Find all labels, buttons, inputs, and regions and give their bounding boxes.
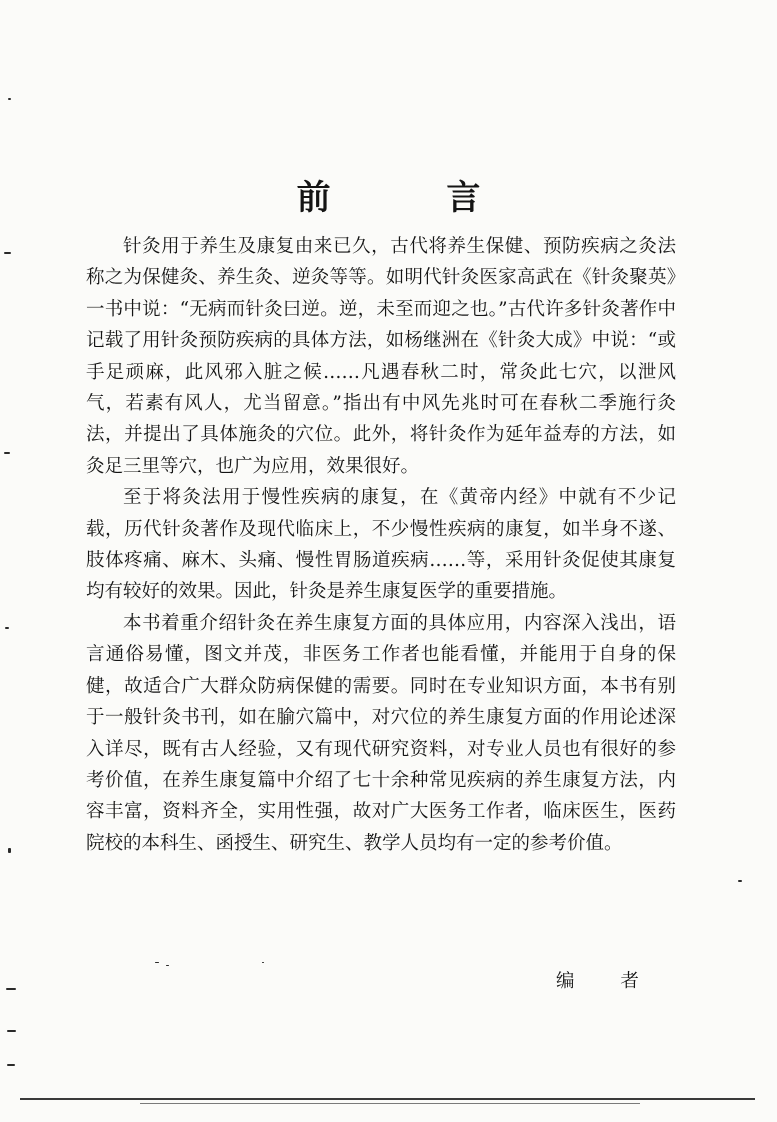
scan-speck xyxy=(6,988,16,990)
preface-paragraph-2: 至于将灸法用于慢性疾病的康复，在《黄帝内经》中就有不少记载，历代针灸著作及现代临床上，不少慢性疾病的康复，如半身不遂、肢体疼痛、麻木、头痛、慢性胃肠道疾病……等，采用针灸促使其康复均有较好的效果。因此，针灸是养生康复医学的重要措施。 xyxy=(86,487,676,603)
page-bottom-rule-shadow xyxy=(140,1103,640,1104)
author-signature: 编 者 xyxy=(556,971,659,992)
page-title: 前 言 xyxy=(296,178,533,218)
scan-speck xyxy=(155,962,159,963)
scan-speck xyxy=(8,98,11,100)
preface-paragraph-1: 针灸用于养生及康复由来已久，古代将养生保健、预防疾病之灸法称之为保健灸、养生灸、逆灸等等。如明代针灸医家高武在《针灸聚英》一书中说：“无病而针灸曰逆。逆，未至而迎之也。”古代许多针灸著作中记载了用针灸预防疾病的具体方法，如杨继洲在《针灸大成》中说：“或手足顽麻，此风邪入脏之候……凡遇春秋二时，常灸此七穴，以泄风气，若素有风人，尤当留意。”指出有中风先兆时可在春秋二季施行灸法，并提出了具体施灸的穴位。此外，将针灸作为延年益寿的方法，如灸足三里等穴，也广为应用，效果很好。 xyxy=(86,236,676,477)
page-bottom-rule xyxy=(20,1098,755,1100)
scan-speck xyxy=(4,252,11,254)
scan-speck xyxy=(7,1064,15,1066)
scan-speck xyxy=(5,627,9,629)
scan-speck xyxy=(166,965,169,966)
scan-speck xyxy=(262,962,264,963)
scan-speck xyxy=(738,880,742,882)
scan-speck xyxy=(7,1030,16,1032)
scan-speck xyxy=(4,452,10,454)
preface-body xyxy=(86,231,676,859)
scan-speck xyxy=(8,848,11,853)
preface-paragraph-3: 本书着重介绍针灸在养生康复方面的具体应用，内容深入浅出，语言通俗易懂，图文并茂，非医务工作者也能看懂，并能用于自身的保健，故适合广大群众防病保健的需要。同时在专业知识方面，本书有别于一般针灸书刊，如在腧穴篇中，对穴位的养生康复方面的作用论述深入详尽，既有古人经验，又有现代研究资料，对专业人员也有很好的参考价值，在养生康复篇中介绍了七十余种常见疾病的养生康复方法，内容丰富，资料齐全，实用性强，故对广大医务工作者，临床医生，医药院校的本科生、函授生、研究生、教学人员均有一定的参考价值。 xyxy=(86,612,676,854)
